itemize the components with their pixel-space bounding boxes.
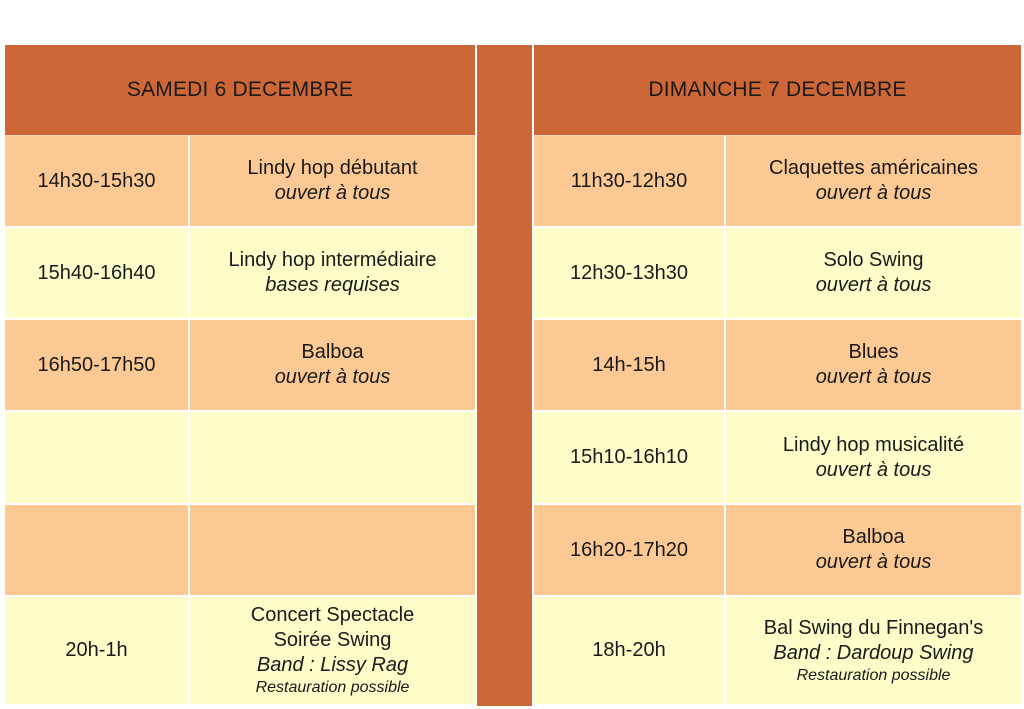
sun-activity-4 <box>726 412 1021 505</box>
activity-title-2: Soirée Swing <box>273 629 392 651</box>
sun-time-6: 18h-20h <box>534 597 726 706</box>
activity-title: Balboa <box>301 341 364 363</box>
activity-note: ouvert à tous <box>274 366 391 388</box>
sun-activity-1 <box>726 136 1021 228</box>
sat-time-6: 20h-1h <box>5 597 190 706</box>
activity-title: Balboa <box>842 526 905 548</box>
activity-note: ouvert à tous <box>274 182 391 204</box>
activity-extra: Restauration possible <box>796 666 951 684</box>
day-divider <box>475 45 534 706</box>
schedule-table <box>5 45 1021 706</box>
sun-activity-5 <box>726 505 1021 597</box>
activity-extra: Restauration possible <box>255 679 410 696</box>
sat-time-4 <box>5 412 190 505</box>
sunday-header <box>534 45 1021 136</box>
sun-activity-3 <box>726 320 1021 412</box>
activity-title: Lindy hop musicalité <box>782 433 965 456</box>
activity-note: ouvert à tous <box>815 366 932 388</box>
sun-time-4: 15h10-16h10 <box>534 412 726 505</box>
sat-activity-1 <box>190 136 475 228</box>
sun-time-2: 12h30-13h30 <box>534 228 726 320</box>
sun-activity-6 <box>726 597 1021 706</box>
sat-activity-6 <box>190 597 475 706</box>
sun-time-3: 14h-15h <box>534 320 726 412</box>
sat-activity-3 <box>190 320 475 412</box>
activity-note: ouvert à tous <box>815 458 932 481</box>
activity-note: ouvert à tous <box>815 274 932 296</box>
activity-title: Solo Swing <box>823 249 924 271</box>
activity-band: Band : Dardoup Swing <box>773 641 974 664</box>
activity-title: Claquettes américaines <box>769 157 978 179</box>
activity-title: Blues <box>848 341 899 363</box>
sat-activity-4 <box>190 412 475 505</box>
sat-time-1: 14h30-15h30 <box>5 136 190 228</box>
sunday-header-label: DIMANCHE 7 DECEMBRE <box>648 78 907 101</box>
activity-title: Concert Spectacle <box>250 604 415 626</box>
saturday-header-label: SAMEDI 6 DECEMBRE <box>126 78 354 101</box>
activity-title: Lindy hop débutant <box>247 157 418 179</box>
activity-band: Band : Lissy Rag <box>256 654 409 676</box>
sat-activity-5 <box>190 505 475 597</box>
activity-note: ouvert à tous <box>815 182 932 204</box>
activity-title: Lindy hop intermédiaire <box>228 249 437 271</box>
sat-activity-2 <box>190 228 475 320</box>
activity-note: bases requises <box>265 274 400 296</box>
sun-time-5: 16h20-17h20 <box>534 505 726 597</box>
sun-time-1: 11h30-12h30 <box>534 136 726 228</box>
sat-time-5 <box>5 505 190 597</box>
sun-activity-2 <box>726 228 1021 320</box>
sat-time-3: 16h50-17h50 <box>5 320 190 412</box>
sat-time-2: 15h40-16h40 <box>5 228 190 320</box>
saturday-header <box>5 45 475 136</box>
activity-title: Bal Swing du Finnegan's <box>763 616 984 639</box>
activity-note: ouvert à tous <box>815 551 932 573</box>
